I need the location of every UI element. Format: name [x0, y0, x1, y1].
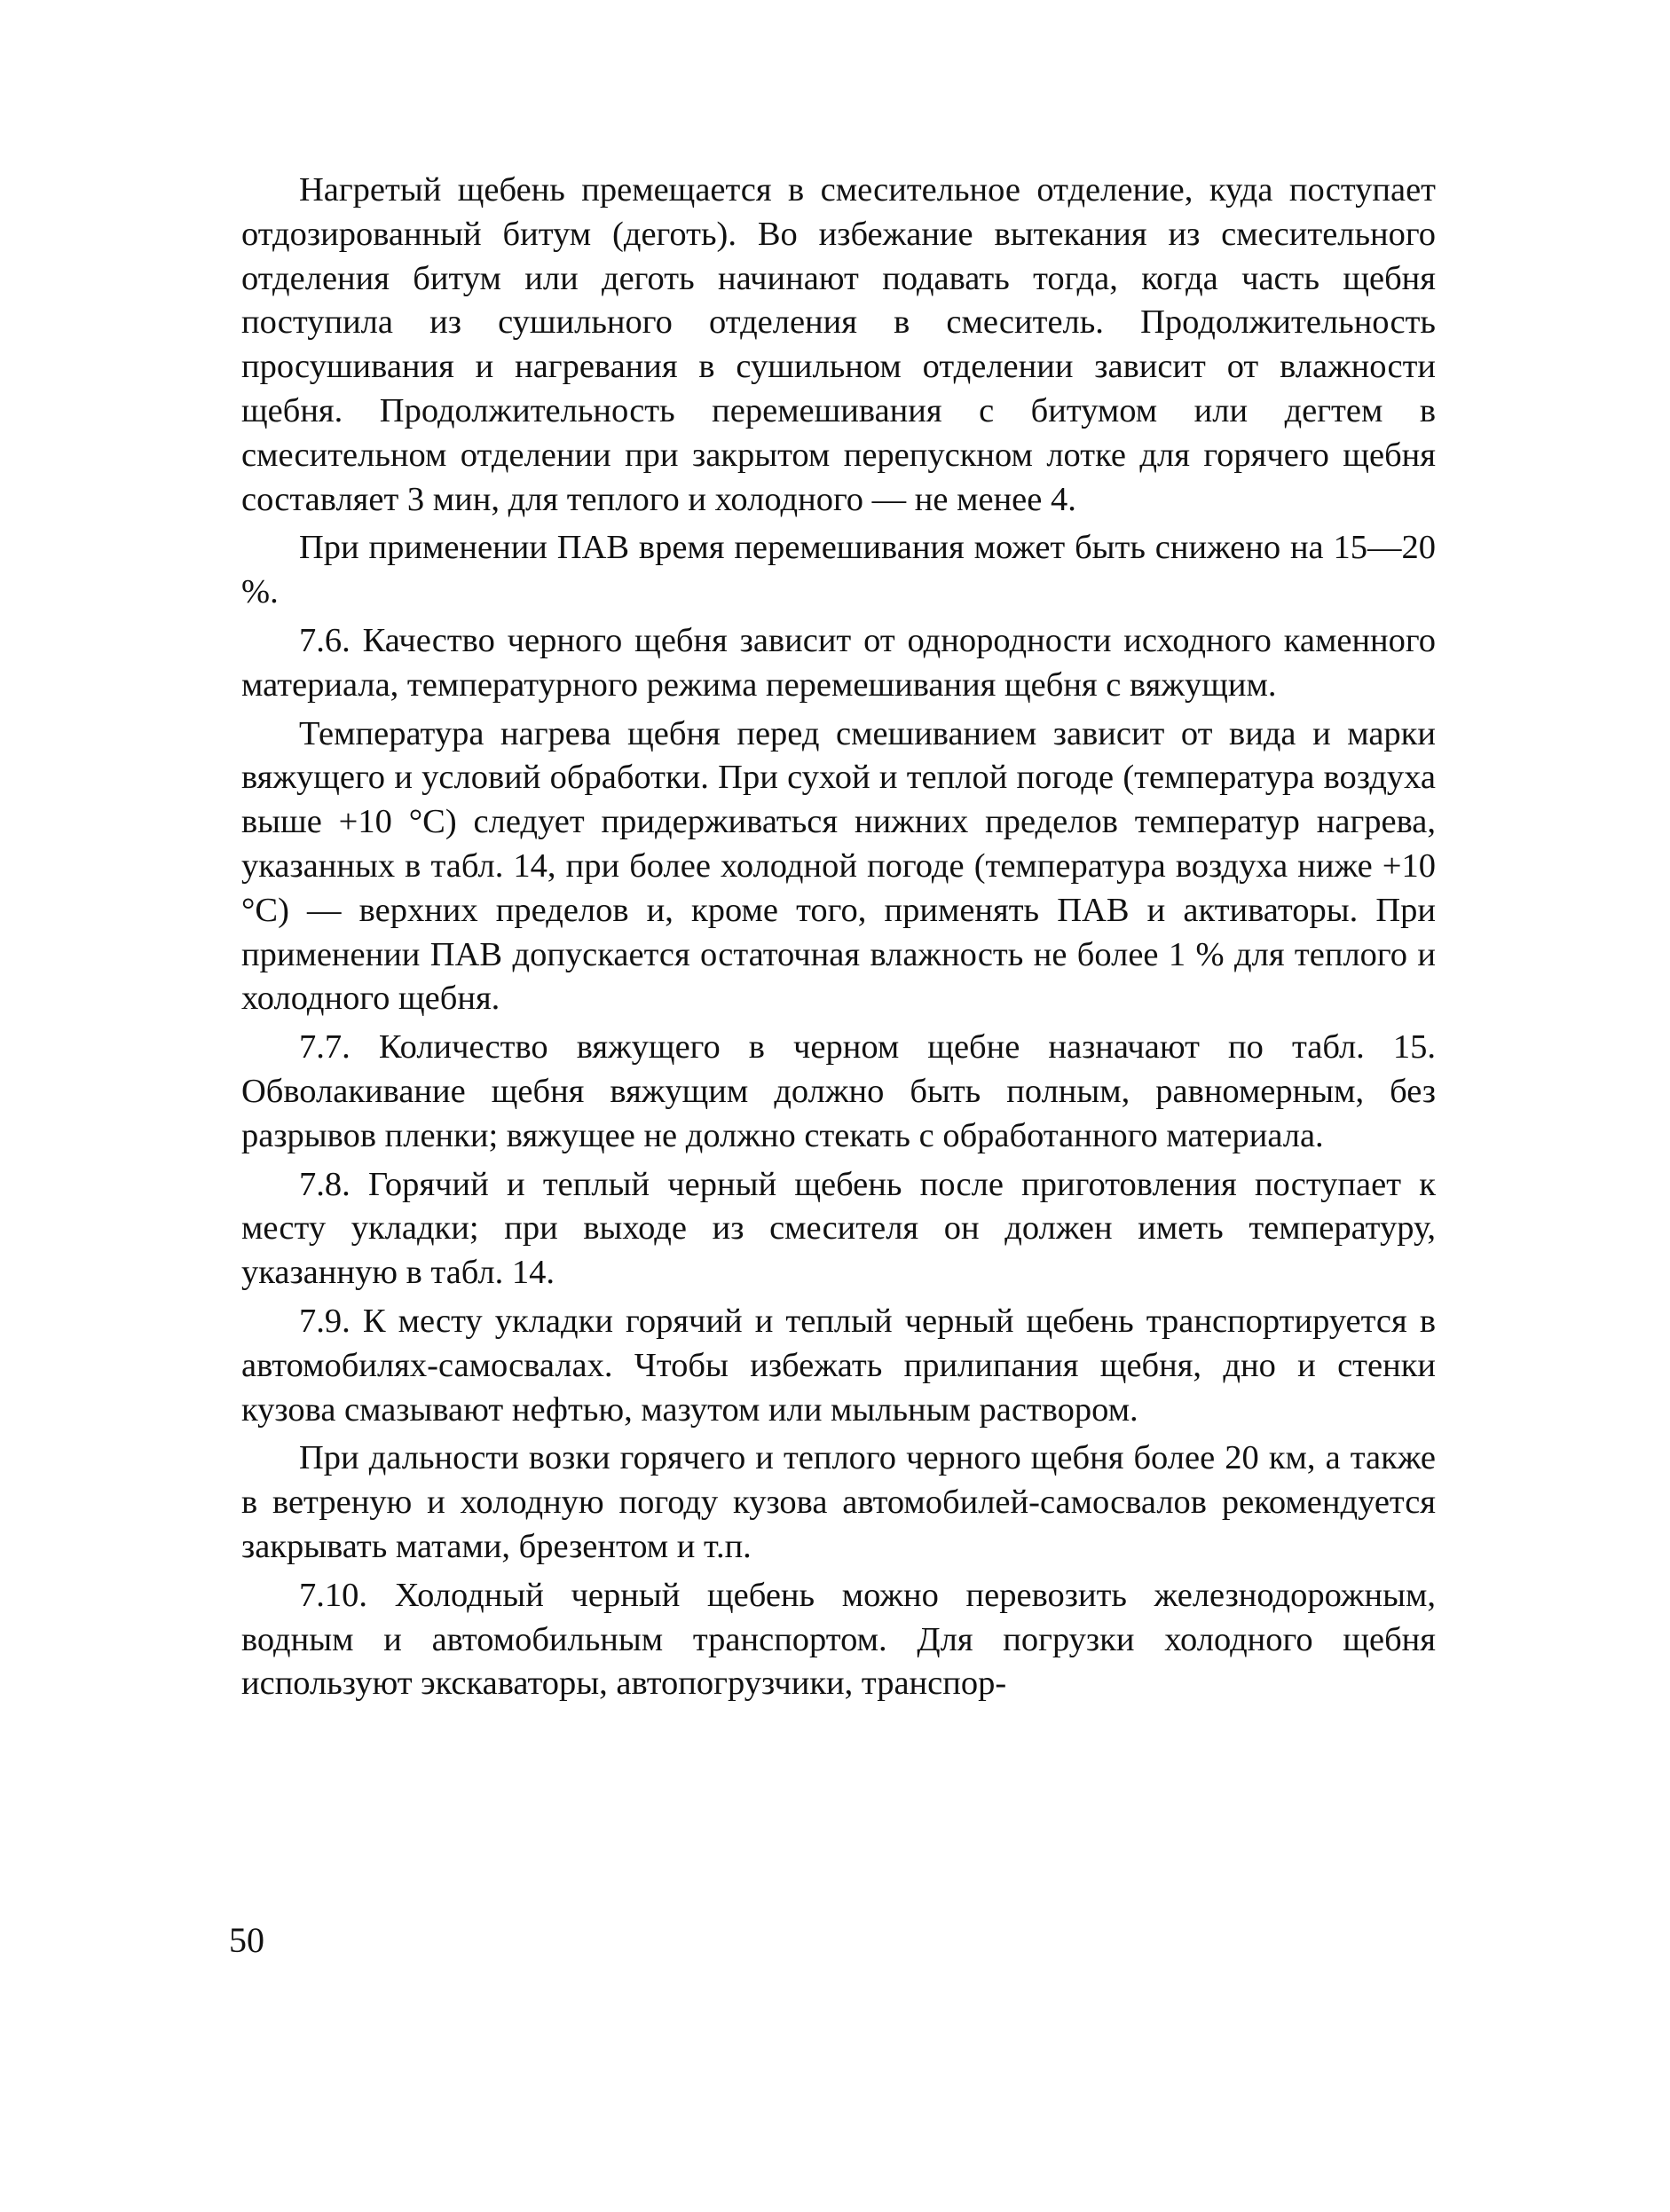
paragraph-heating-temperature: Температура нагрева щебня перед смешиванием зависит от вида и марки вяжущего и условий обработки. При сухой и теплой погоде (температура воздуха выше +10 °С) следует придерживаться нижних пределов температур нагрева, указанных в табл. 14, при более холодной погоде (температура воздуха ниже +10 °С) — верхних пределов и, кроме того, применять ПАВ и активаторы. При применении ПАВ допускается остаточная влажность не более 1 % для теплого и холодного щебня. — [241, 714, 1436, 1018]
page-number: 50 — [229, 1920, 264, 1960]
paragraph-heated-gravel: Нагретый щебень премещается в смесительное отделение, куда поступает отдозированный битум (деготь). Во избежание вытекания из смесительного отделения битум или деготь начинают подавать тогда, когда часть щебня поступила из сушильного отделения в смеситель. Продолжительность просушивания и нагревания в сушильном отделении зависит от влажности щебня. Продолжительность перемешивания с битумом или дегтем в смесительном отделении при закрытом перепускном лотке для горячего щебня составляет 3 мин, для теплого и холодного — не менее 4. — [241, 171, 1436, 518]
paragraph-7-8: 7.8. Горячий и теплый черный щебень после приготовления поступает к месту укладки; при выходе из смесителя он должен иметь температуру, указанную в табл. 14. — [241, 1165, 1436, 1292]
paragraph-7-6: 7.6. Качество черного щебня зависит от однородности исходного каменного материала, температурного режима перемешивания щебня с вяжущим. — [241, 621, 1436, 704]
paragraph-7-10: 7.10. Холодный черный щебень можно перевозить железнодорожным, водным и автомобильным транспортом. Для погрузки холодного щебня используют экскаваторы, автопогрузчики, транспор- — [241, 1576, 1436, 1703]
paragraph-7-9: 7.9. К месту укладки горячий и теплый черный щебень транспортируется в автомобилях-самосвалах. Чтобы избежать прилипания щебня, дно и стенки кузова смазывают нефтью, мазутом или мыльным раствором. — [241, 1302, 1436, 1429]
paragraph-transport-distance: При дальности возки горячего и теплого черного щебня более 20 км, а также в ветреную и холодную погоду кузова автомобилей-самосвалов рекомендуется закрывать матами, брезентом и т.п. — [241, 1439, 1436, 1565]
page-body — [241, 169, 1436, 1711]
paragraph-surfactant-mixing: При применении ПАВ время перемешивания может быть снижено на 15—20 %. — [241, 529, 1436, 611]
paragraph-7-7: 7.7. Количество вяжущего в черном щебне назначают по табл. 15. Обволакивание щебня вяжущим должно быть полным, равномерным, без разрывов пленки; вяжущее не должно стекать с обработанного материала. — [241, 1028, 1436, 1154]
